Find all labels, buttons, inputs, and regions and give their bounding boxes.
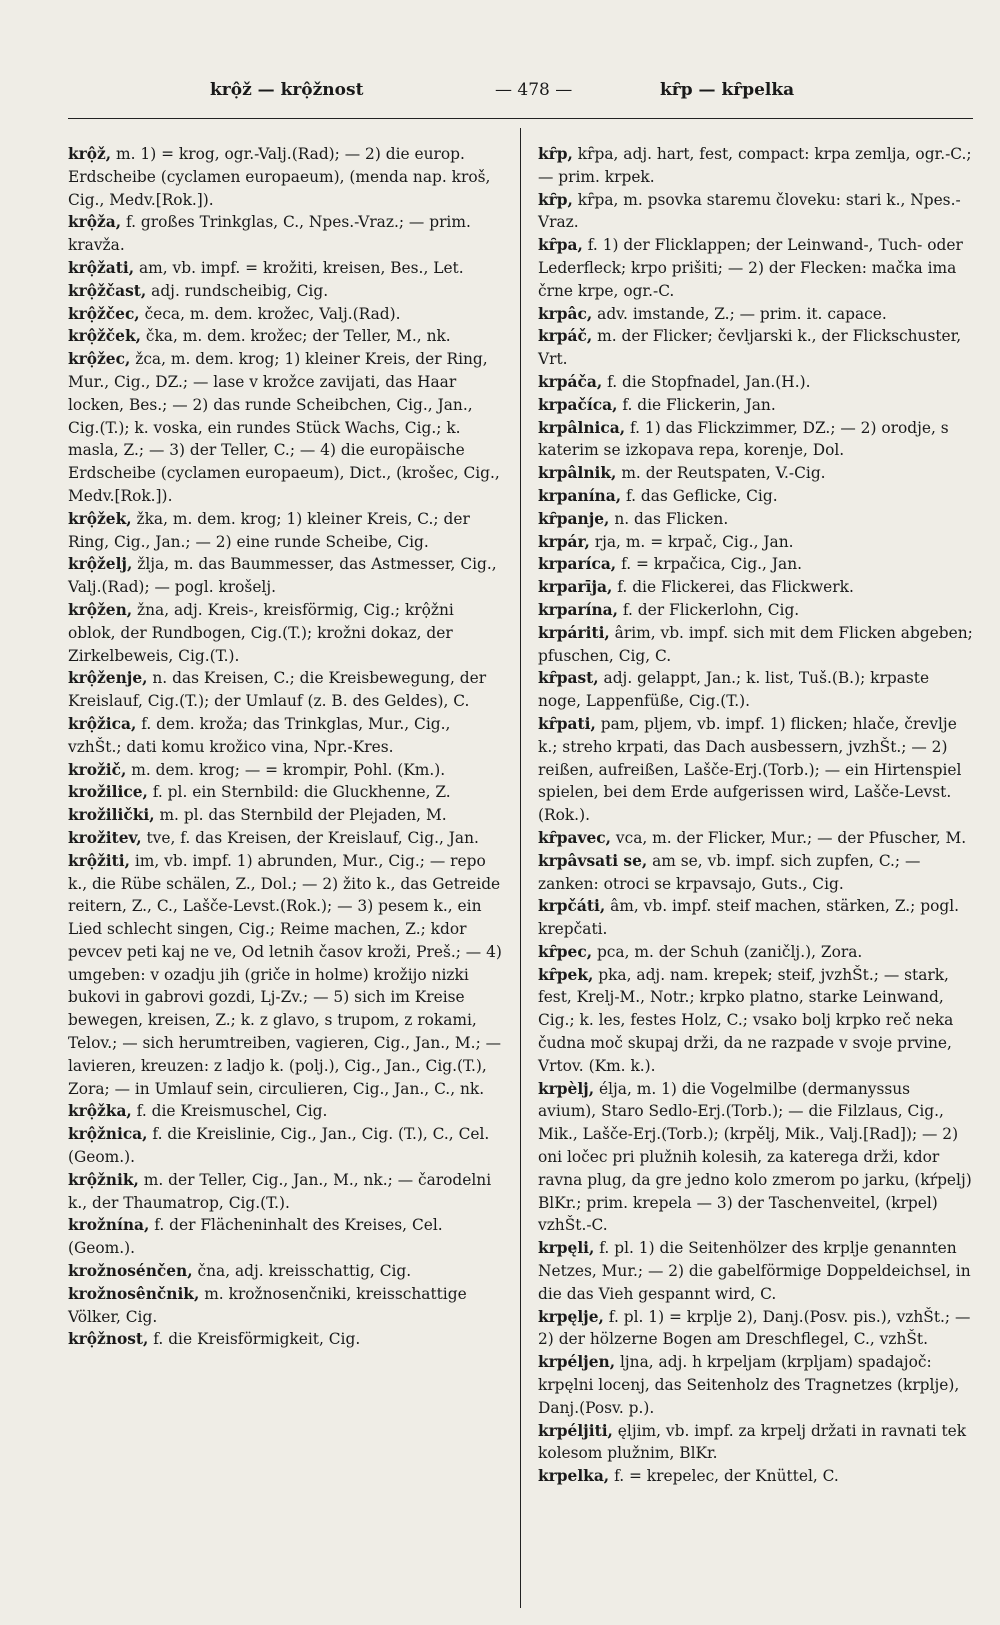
entry-definition: m. krožnosenčniki, kreisschattige Völker, Cig. [68, 1284, 467, 1326]
entry-headword: krộžčast, [68, 281, 147, 300]
entry-definition: m. der Flicker; čevljarski k., der Flickschuster, Vrt. [538, 327, 962, 369]
entry-headword: krparíca, [538, 555, 617, 574]
dictionary-entry [538, 941, 973, 964]
entry-headword: krpéljiti, [538, 1421, 613, 1440]
entry-headword: krožnosênčnik, [68, 1284, 200, 1303]
entry-definition: ęljim, vb. impf. za krpelj držati in ravnati tek kolesom plužnim, BlKr. [538, 1421, 967, 1463]
dictionary-entry [538, 1351, 973, 1419]
dictionary-entry [538, 394, 973, 417]
entry-definition: n. das Kreisen, C.; die Kreisbewegung, der Kreislauf, Cig.(T.); der Umlauf (z. B. des Geldes), C. [68, 669, 487, 711]
entry-headword: krpâlnica, [538, 418, 626, 437]
dictionary-entry [538, 462, 973, 485]
dictionary-entry [68, 1328, 503, 1351]
dictionary-entry [68, 280, 503, 303]
entry-headword: krparīja, [538, 578, 613, 597]
dictionary-entry [538, 303, 973, 326]
dictionary-entry [68, 1260, 503, 1283]
header-left-guideword: krộž — krộžnost [210, 80, 364, 100]
entry-definition: f. die Kreismuschel, Cig. [131, 1102, 328, 1121]
entry-definition: f. der Flächeninhalt des Kreises, Cel.(Geom.). [68, 1216, 443, 1258]
entry-definition: f. die Flickerin, Jan. [617, 395, 776, 414]
entry-definition: f. die Stopfnadel, Jan.(H.). [602, 372, 811, 391]
entry-headword: kȓp, [538, 145, 573, 163]
dictionary-entry [68, 1100, 503, 1123]
entry-definition: adj. rundscheibig, Cig. [146, 281, 329, 300]
dictionary-entry [538, 1078, 973, 1238]
entry-definition: žca, m. dem. krog; 1) kleiner Kreis, der Ring, Mur., Cig., DZ.; — lase v krožce zavijati, das Haar locken, Bes.; — 2) das runde Scheibchen, Cig., Jan., Cig.(T.); k. voska, ein rundes Stück Wachs, Cig.; k. masla, Z.; — 3) der Teller, C.; — 4) die europäische Erdscheibe (cyclamen europaeum), Dict., (krošec, Cig., Medv.[Rok.]). [68, 350, 500, 505]
entry-definition: kȓpa, adj. hart, fest, compact: krpa zemlja, ogr.-C.; — prim. krpek. [538, 145, 972, 186]
entry-headword: krộž, [68, 145, 112, 163]
page-number: — 478 — [495, 80, 573, 100]
dictionary-entry [68, 1283, 503, 1329]
dictionary-entry [538, 531, 973, 554]
entry-definition: tve, f. das Kreisen, der Kreislauf, Cig., Jan. [141, 828, 479, 847]
entry-definition: m. pl. das Sternbild der Plejaden, M. [154, 806, 447, 825]
entry-headword: krpčáti, [538, 897, 606, 916]
entry-headword: krpačíca, [538, 395, 618, 414]
entry-headword: krộžica, [68, 714, 137, 733]
dictionary-entry [68, 303, 503, 326]
header-right-guideword: kȓp — kȓpelka [660, 80, 795, 100]
dictionary-entry [68, 827, 503, 850]
dictionary-entry [68, 599, 503, 667]
entry-definition: adv. imstande, Z.; — prim. it. capace. [592, 304, 887, 323]
dictionary-entry [538, 622, 973, 668]
entry-headword: krộžnost, [68, 1330, 149, 1349]
right-column [538, 143, 973, 1488]
entry-definition: f. = krepelec, der Knüttel, C. [609, 1467, 839, 1486]
entry-definition: m. dem. krog; — = krompir, Pohl. (Km.). [126, 760, 446, 779]
entry-definition: f. großes Trinkglas, C., Npes.-Vraz.; — prim. kravža. [68, 213, 471, 255]
entry-definition: élja, m. 1) die Vogelmilbe (dermanyssus avium), Staro Sedlo-Erj.(Torb.); — die Filzlaus, Cig., Mik., Lašče-Erj.(Torb.); (krpělj, Mik., Valj.[Rad]); — 2) oni ločec pri plužnih kolesih, za katerega drži, kdor ravna plug, da gre jedno kolo zmerom po jarku, (kŕpelj) BlKr.; prim. krepela — 3) der Taschenveitel, (krpel) vzhŠt.-C. [538, 1079, 972, 1235]
page-header [60, 80, 960, 110]
entry-headword: krpâlnik, [538, 464, 617, 483]
dictionary-entry [538, 1237, 973, 1305]
entry-headword: kȓpanje, [538, 509, 610, 528]
entry-headword: krộža, [68, 213, 122, 232]
dictionary-entry [68, 325, 503, 348]
entry-definition: kȓpa, m. psovka staremu človeku: stari k., Npes.-Vraz. [538, 190, 961, 232]
dictionary-entry [68, 508, 503, 554]
dictionary-entry [538, 895, 973, 941]
entry-headword: kȓpec, [538, 942, 593, 961]
entry-headword: krpâc, [538, 304, 593, 323]
entry-definition: žna, adj. Kreis-, kreisförmig, Cig.; krộžni oblok, der Rundbogen, Cig.(T.); krožni dokaz, der Zirkelbeweis, Cig.(T.). [68, 600, 454, 665]
entry-headword: krộžnik, [68, 1170, 139, 1189]
entry-headword: krộžka, [68, 1102, 132, 1121]
dictionary-entry [538, 371, 973, 394]
dictionary-entry [538, 1306, 973, 1352]
entry-definition: f. der Flickerlohn, Cig. [617, 600, 800, 619]
entry-definition: f. pl. ein Sternbild: die Gluckhenne, Z. [147, 783, 451, 802]
entry-headword: krộžček, [68, 327, 141, 346]
entry-definition: rja, m. = krpač, Cig., Jan. [589, 532, 794, 551]
entry-headword: krpáča, [538, 372, 603, 391]
entry-headword: krộželj, [68, 555, 133, 574]
dictionary-entry [68, 553, 503, 599]
dictionary-entry [538, 485, 973, 508]
entry-definition: čka, m. dem. krožec; der Teller, M., nk. [140, 327, 451, 346]
left-column [68, 143, 503, 1351]
entry-headword: krparína, [538, 600, 618, 619]
entry-headword: krộžnica, [68, 1125, 148, 1144]
column-divider [520, 128, 521, 1608]
entry-headword: kȓp, [538, 190, 573, 209]
entry-headword: krožnosénčen, [68, 1262, 193, 1281]
dictionary-entry [68, 1123, 503, 1169]
dictionary-entry [68, 781, 503, 804]
entry-definition: vca, m. der Flicker, Mur.; — der Pfuscher, M. [610, 828, 967, 847]
dictionary-entry [68, 143, 503, 211]
dictionary-entry [538, 143, 973, 189]
dictionary-entry [538, 325, 973, 371]
dictionary-entry [538, 576, 973, 599]
entry-definition: f. 1) der Flicklappen; der Leinwand-, Tuch- oder Lederfleck; krpo prišiti; — 2) der Flecken: mačka ima črne krpe, ogr.-C. [538, 236, 963, 300]
entry-definition: pca, m. der Schuh (zaničlj.), Zora. [592, 942, 863, 961]
dictionary-entry [68, 850, 503, 1101]
entry-headword: krộženje, [68, 669, 148, 688]
entry-definition: ârim, vb. impf. sich mit dem Flicken abgeben; pfuschen, Cig, C. [538, 623, 973, 665]
entry-definition: adj. gelappt, Jan.; k. list, Tuš.(B.); krpaste noge, Lappenfüße, Cig.(T.). [538, 669, 930, 711]
entry-definition: čeca, m. dem. krožec, Valj.(Rad). [139, 304, 401, 323]
entry-definition: f. pl. 1) = krplje 2), Danj.(Posv. pis.), vzhŠt.; — 2) der hölzerne Bogen am Dreschflegel, C., vzhŠt. [538, 1307, 971, 1349]
dictionary-entry [68, 713, 503, 759]
entry-definition: âm, vb. impf. steif machen, stärken, Z.; pogl. krepčati. [538, 897, 960, 939]
entry-definition: f. die Flickerei, das Flickwerk. [612, 578, 854, 597]
entry-definition: ljna, adj. h krpeljam (krpljam) spadajoč: krpęlni locenj, das Seitenholz des Tragnetzes (krplje), Danj.(Posv. p.). [538, 1353, 960, 1417]
entry-definition: m. der Teller, Cig., Jan., M., nk.; — čarodelni k., der Thaumatrop, Cig.(T.). [68, 1170, 492, 1212]
entry-definition: f. 1) das Flickzimmer, DZ.; — 2) orodje, s katerim se izkopava repa, korenje, Dol. [538, 418, 949, 460]
dictionary-entry [68, 1214, 503, 1260]
entry-headword: krpáč, [538, 327, 593, 346]
dictionary-entry [538, 599, 973, 622]
entry-definition: f. = krpačica, Cig., Jan. [616, 555, 802, 574]
entry-definition: žka, m. dem. krog; 1) kleiner Kreis, C.; der Ring, Cig., Jan.; — 2) eine runde Scheibe, Cig. [68, 509, 470, 551]
entry-headword: kȓpavec, [538, 828, 611, 847]
entry-headword: krộžen, [68, 600, 133, 619]
dictionary-entry [68, 1169, 503, 1215]
dictionary-entry [68, 348, 503, 508]
dictionary-entry [538, 827, 973, 850]
entry-definition: im, vb. impf. 1) abrunden, Mur., Cig.; — repo k., die Rübe schälen, Z., Dol.; — 2) žito k., das Getreide reitern, Z., C., Lašče-Levst.(Rok.); — 3) pesem k., ein Lied schlecht singen, Cig.; Reime machen, Z.; kdor pevcev peti kaj ne ve, Od letnih časov kroži, Preš.; — 4) umgeben: v ozadju jih (griče in holme) krožijo nizki bukovi in gabrovi gozdi, Lj-Zv.; — 5) sich im Kreise bewegen, kreisen, Z.; k. z glavo, s trupom, z rokami, Telov.; — sich herumtreiben, vagieren, Cig., Jan., M.; — lavieren, kreuzen: z ladjo k. (polj.), Cig., Jan., Cig.(T.), Zora; — in Umlauf sein, circulieren, Cig., Jan., C., nk. [68, 851, 502, 1098]
entry-headword: krộžčec, [68, 304, 140, 323]
dictionary-entry [538, 553, 973, 576]
dictionary-entry [538, 508, 973, 531]
entry-headword: kȓpati, [538, 714, 596, 733]
entry-headword: krpéljen, [538, 1353, 616, 1372]
entry-definition: f. pl. 1) die Seitenhölzer des krplje genannten Netzes, Mur.; — 2) die gabelförmige Doppeldeichsel, in die das Vieh gespannt wird, C. [538, 1239, 971, 1303]
dictionary-entry [538, 1465, 973, 1488]
dictionary-entry [68, 667, 503, 713]
dictionary-entry [538, 713, 973, 827]
entry-headword: krpáriti, [538, 623, 610, 642]
entry-headword: kȓpek, [538, 965, 594, 984]
dictionary-entry [68, 804, 503, 827]
entry-definition: m. der Reutspaten, V.-Cig. [616, 464, 826, 483]
entry-headword: krožitev, [68, 828, 142, 847]
entry-headword: krpár, [538, 532, 590, 551]
entry-definition: f. das Geflicke, Cig. [621, 486, 778, 505]
dictionary-entry [538, 964, 973, 1078]
entry-headword: krpâvsati se, [538, 851, 648, 870]
entry-definition: n. das Flicken. [609, 509, 729, 528]
entry-definition: pam, pljem, vb. impf. 1) flicken; hlače, črevlje k.; streho krpati, das Dach ausbessern, jvzhŠt.; — 2) reißen, aufreißen, Lašče-Erj.(Torb.); — ein Hirtenspiel spielen, bei dem Erde aufgerissen wird, Lašče-Levst.(Rok.). [538, 714, 962, 825]
entry-headword: krộžiti, [68, 851, 130, 870]
dictionary-entry [538, 667, 973, 713]
entry-headword: krožnína, [68, 1216, 150, 1235]
entry-definition: f. die Kreislinie, Cig., Jan., Cig. (T.), C., Cel.(Geom.). [68, 1125, 490, 1167]
entry-headword: krộžek, [68, 509, 132, 528]
dictionary-entry [538, 1420, 973, 1466]
dictionary-entry [68, 211, 503, 257]
entry-definition: am se, vb. impf. sich zupfen, C.; — zanken: otroci se krpavsajo, Guts., Cig. [538, 851, 921, 893]
entry-headword: krožilički, [68, 806, 155, 825]
dictionary-entry [68, 759, 503, 782]
entry-definition: m. 1) = krog, ogr.-Valj.(Rad); — 2) die europ. Erdscheibe (cyclamen europaeum), (menda nap. kroš, Cig., Medv.[Rok.]). [68, 145, 491, 209]
entry-headword: krpanína, [538, 486, 622, 505]
entry-headword: krộžec, [68, 350, 131, 369]
dictionary-entry [538, 850, 973, 896]
entry-headword: krožič, [68, 760, 127, 779]
entry-definition: am, vb. impf. = krožiti, kreisen, Bes., Let. [134, 258, 464, 277]
entry-headword: krožilice, [68, 783, 148, 802]
entry-definition: f. die Kreisförmigkeit, Cig. [148, 1330, 361, 1349]
dictionary-entry [538, 417, 973, 463]
dictionary-entry [68, 257, 503, 280]
entry-headword: krpęli, [538, 1239, 595, 1258]
entry-headword: krpèlj, [538, 1079, 595, 1098]
header-rule [68, 118, 973, 119]
entry-headword: kȓpast, [538, 669, 599, 688]
entry-definition: pka, adj. nam. krepek; steif, jvzhŠt.; — stark, fest, Krelj-M., Notr.; krpko platno, starke Leinwand, Cig.; k. les, festes Holz, C.; vsako bolj krpko reč neka čudna moč skupaj drži, da ne razpade v svoje prvine, Vrtov. (Km. k.). [538, 965, 954, 1075]
dictionary-entry [538, 189, 973, 235]
entry-definition: f. dem. kroža; das Trinkglas, Mur., Cig., vzhŠt.; dati komu krožico vina, Npr.-Kres. [68, 714, 451, 756]
entry-definition: čna, adj. kreisschattig, Cig. [192, 1262, 412, 1281]
entry-definition: žlja, m. das Baummesser, das Astmesser, Cig., Valj.(Rad); — pogl. krošelj. [68, 555, 497, 597]
entry-headword: krộžati, [68, 258, 135, 277]
entry-headword: krpęlje, [538, 1307, 604, 1326]
entry-headword: krpelka, [538, 1467, 610, 1486]
dictionary-entry [538, 234, 973, 302]
entry-headword: kȓpa, [538, 236, 583, 255]
